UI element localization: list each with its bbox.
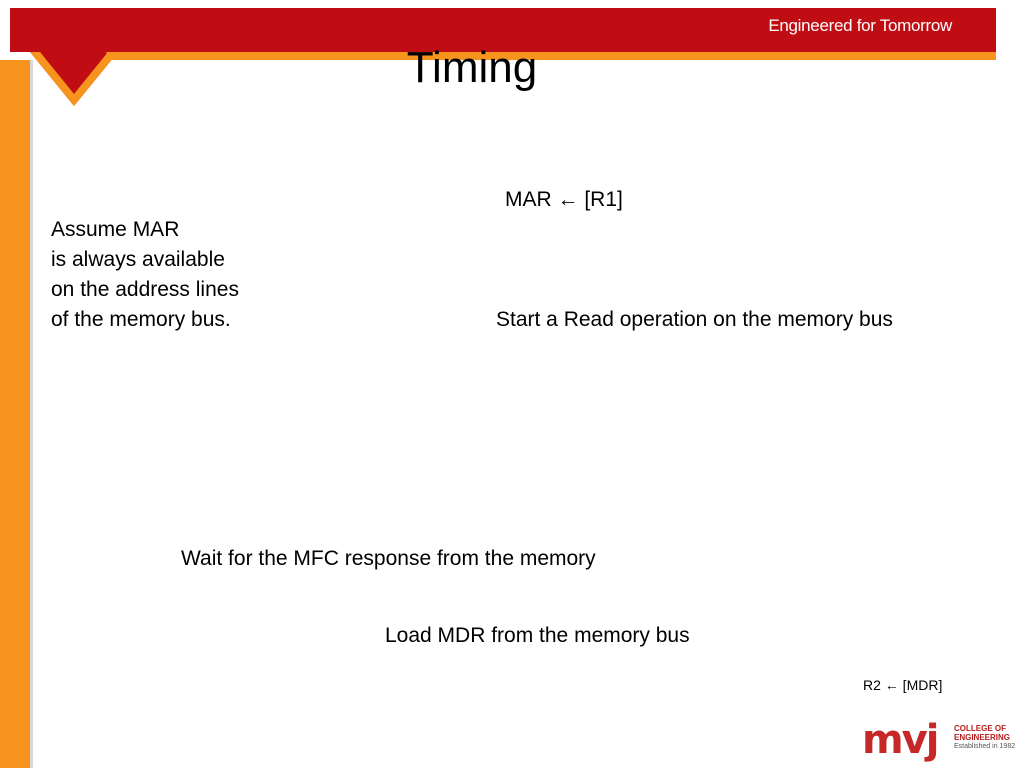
logo-mark bbox=[862, 718, 937, 762]
mfc-step-label: Wait for the MFC response from the memory bbox=[181, 547, 596, 570]
logo-line2: ENGINEERING bbox=[954, 733, 1011, 742]
assume-line: Assume MAR bbox=[51, 218, 180, 241]
r2-step-label: R2 ← [MDR] bbox=[863, 677, 943, 693]
assume-line: of the memory bus. bbox=[51, 308, 231, 331]
logo-established: Established in 1982 bbox=[954, 743, 1016, 750]
left-orange-bar bbox=[0, 60, 30, 768]
left-grey-shadow bbox=[30, 60, 33, 768]
assume-line: is always available bbox=[51, 248, 225, 271]
header-tagline: Engineered for Tomorrow bbox=[768, 16, 952, 35]
load-mdr-step-label: Load MDR from the memory bus bbox=[385, 624, 690, 647]
mar-step-label: MAR ← [R1] bbox=[505, 188, 623, 211]
logo-line1: COLLEGE OF bbox=[954, 724, 1006, 733]
assume-mar-note bbox=[51, 215, 239, 335]
slide-title: Timing bbox=[406, 43, 538, 92]
assume-line: on the address lines bbox=[51, 278, 239, 301]
mvj-college-logo bbox=[862, 718, 1018, 764]
logo-mark-text: mvj bbox=[862, 717, 938, 763]
read-step-label: Start a Read operation on the memory bus bbox=[496, 308, 893, 331]
logo-text bbox=[954, 724, 1015, 751]
